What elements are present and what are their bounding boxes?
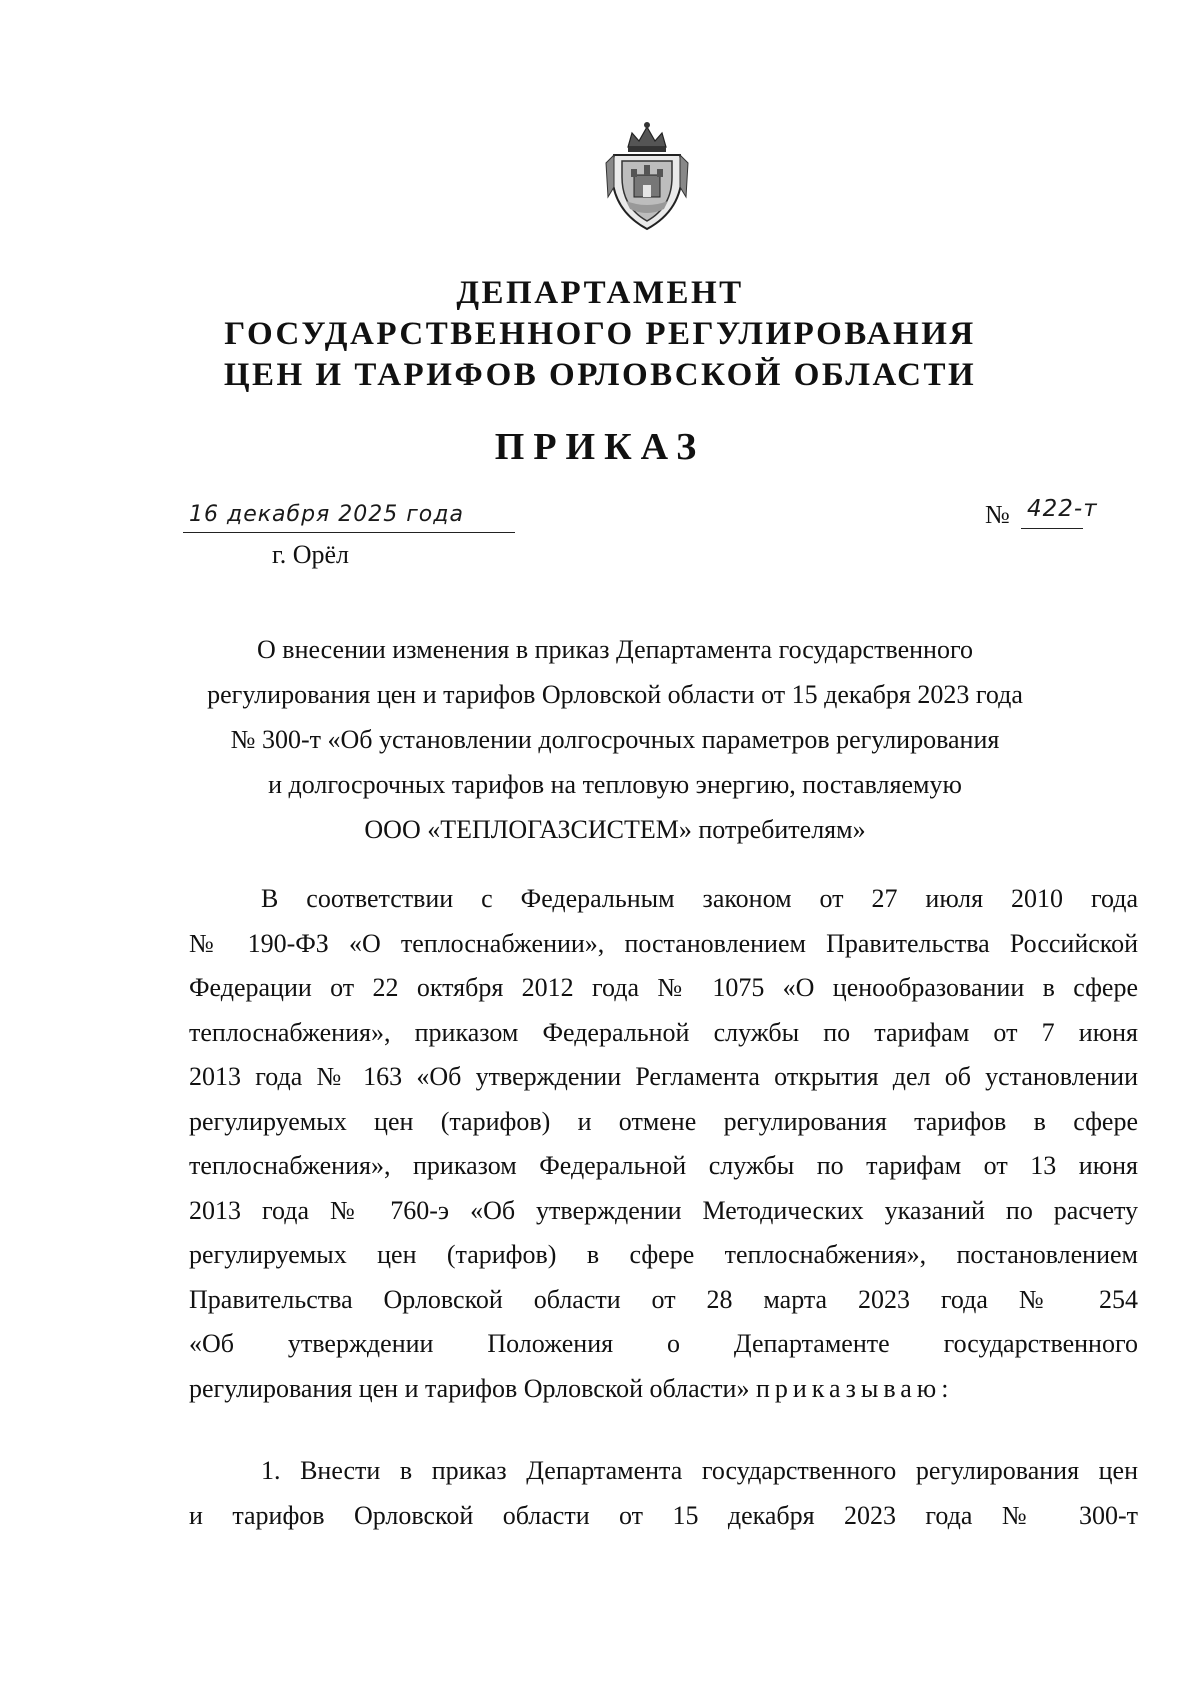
preamble-line: Федерации от 22 октября 2012 года № 1075 «О ценообразовании в сфере — [189, 973, 1138, 1002]
preamble-line: «Об утверждении Положения о Департаменте государственного — [189, 1329, 1138, 1358]
order-number-field — [985, 496, 1115, 530]
subject-line: и долгосрочных тарифов на тепловую энергию, поставляемую — [268, 770, 962, 799]
subject-line: № 300-т «Об установлении долгосрочных параметров регулирования — [230, 725, 1000, 754]
preamble-last-line — [189, 1367, 1138, 1412]
order-date-handwritten: 16 декабря 2025 года — [189, 502, 464, 527]
preamble-line: Правительства Орловской области от 28 марта 2023 года № 254 — [189, 1284, 1138, 1314]
number-underline — [1021, 528, 1083, 529]
preamble-line: 2013 года № 163 «Об утверждении Регламента открытия дел об установлении — [189, 1062, 1138, 1091]
city-name: г. Орёл — [272, 540, 350, 569]
order-title: ПРИКАЗ — [494, 426, 706, 468]
preamble-line: В соответствии с Федеральным законом от 27 июля 2010 года — [261, 884, 1138, 913]
subject-line: О внесении изменения в приказ Департамента государственного — [257, 635, 973, 664]
coat-of-arms-emblem — [598, 117, 696, 234]
preamble-line: регулирования цен и тарифов Орловской области» — [189, 1373, 750, 1403]
preamble-paragraph — [189, 877, 1138, 1411]
number-sign: № — [985, 500, 1010, 529]
department-name-line-3: ЦЕН И ТАРИФОВ ОРЛОВСКОЙ ОБЛАСТИ — [223, 357, 977, 393]
preamble-line: регулируемых цен (тарифов) в сфере теплоснабжения», постановлением — [189, 1240, 1138, 1269]
order-directive: приказываю: — [755, 1373, 954, 1403]
preamble-line: теплоснабжения», приказом Федеральной службы по тарифам от 13 июня — [189, 1151, 1138, 1180]
preamble-line: № 190-ФЗ «О теплоснабжении», постановлением Правительства Российской — [189, 928, 1138, 958]
order-subject — [180, 627, 1050, 852]
department-name-line-1: ДЕПАРТАМЕНТ — [456, 275, 744, 311]
order-date-field — [183, 500, 515, 533]
preamble-line: 2013 года № 760-э «Об утверждении Методических указаний по расчету — [189, 1195, 1138, 1225]
subject-line: регулирования цен и тарифов Орловской области от 15 декабря 2023 года — [207, 680, 1023, 709]
item-line: и тарифов Орловской области от 15 декабря 2023 года № 300-т — [189, 1500, 1138, 1530]
order-number-handwritten: 422-т — [1027, 496, 1098, 522]
item-line: 1. Внести в приказ Департамента государственного регулирования цен — [261, 1456, 1138, 1485]
preamble-line: теплоснабжения», приказом Федеральной службы по тарифам от 7 июня — [189, 1017, 1138, 1047]
department-name-line-2: ГОСУДАРСТВЕННОГО РЕГУЛИРОВАНИЯ — [224, 316, 976, 352]
subject-line: ООО «ТЕПЛОГАЗСИСТЕМ» потребителям» — [364, 815, 866, 844]
order-item-1 — [189, 1449, 1138, 1538]
preamble-line: регулируемых цен (тарифов) и отмене регулирования тарифов в сфере — [189, 1106, 1138, 1136]
